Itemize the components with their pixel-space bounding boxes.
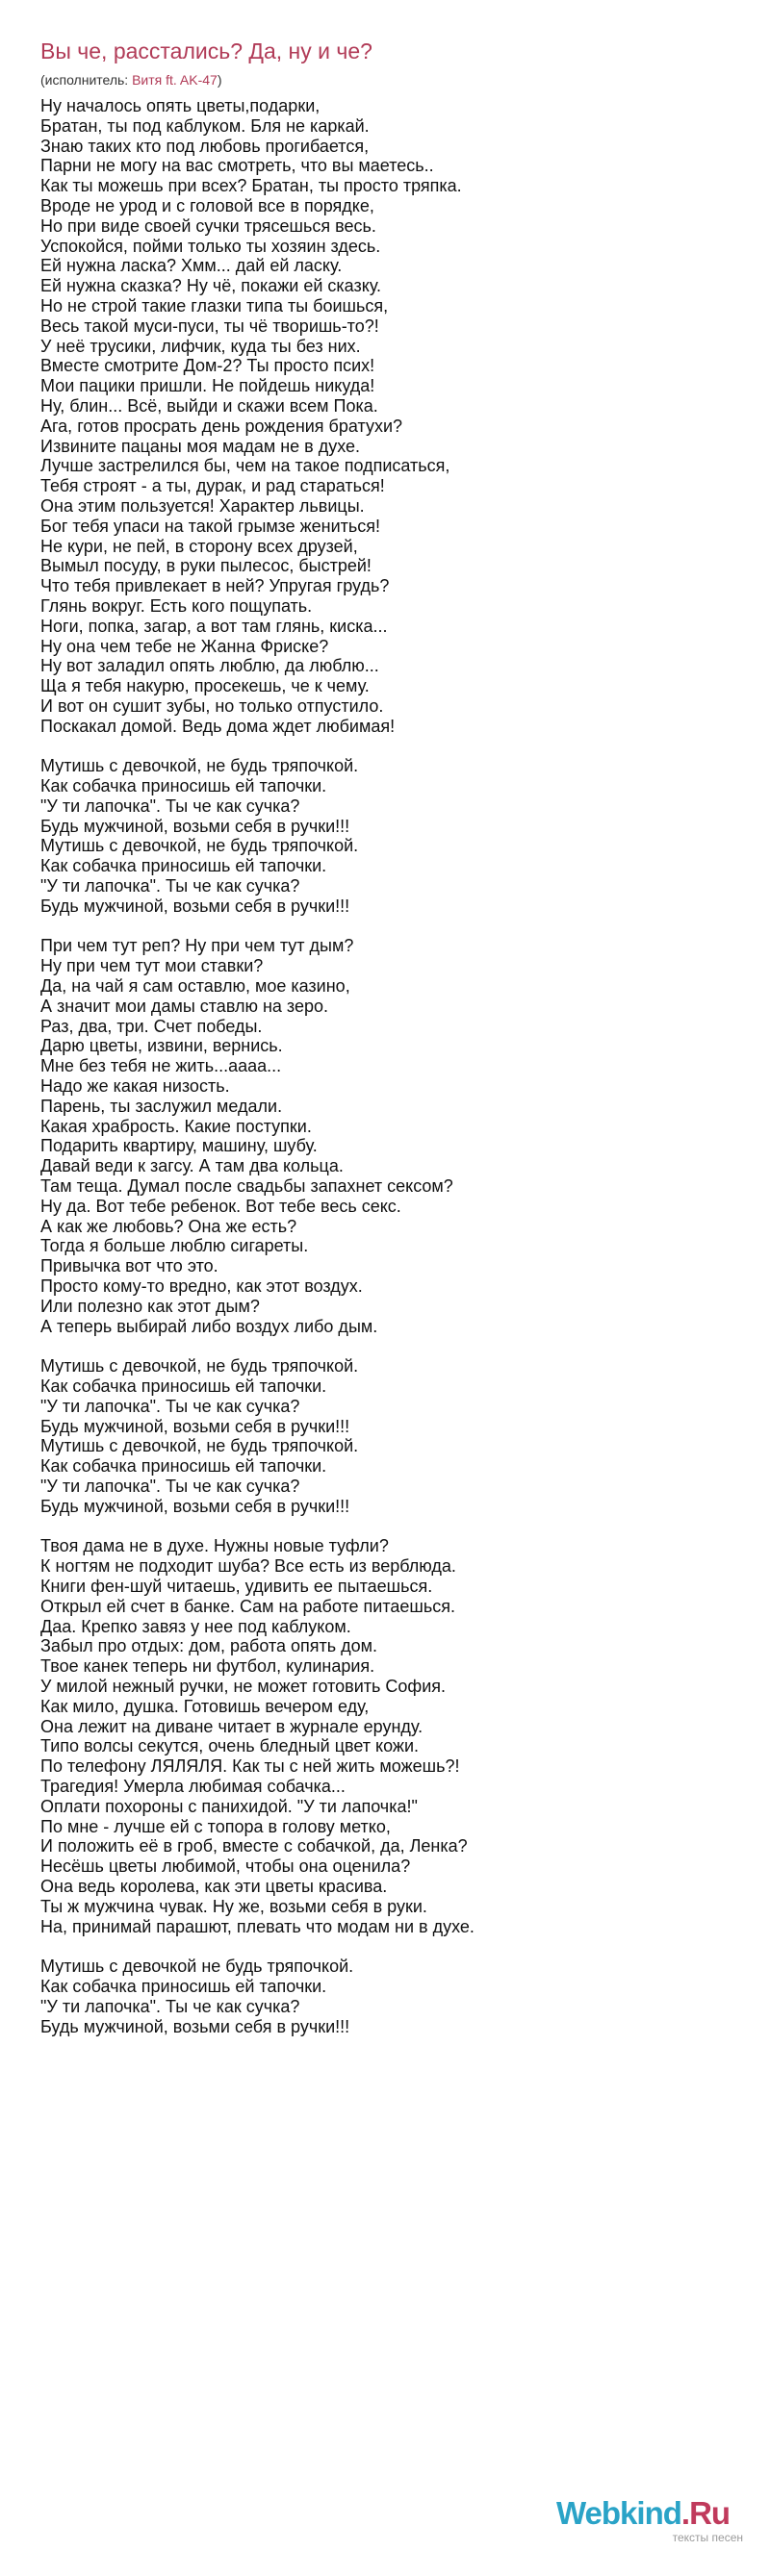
lyric-line: Трагедия! Умерла любимая собачка... [40, 1776, 346, 1796]
lyric-line: Ну при чем тут мои ставки? [40, 956, 264, 976]
lyric-line: Что тебя привлекает в ней? Упругая грудь? [40, 576, 390, 596]
lyric-line: Глянь вокруг. Есть кого пощупать. [40, 595, 313, 616]
lyric-line: Да, на чай я сам оставлю, мое казино, [40, 976, 350, 997]
lyric-line: Ты ж мужчина чувак. Ну же, возьми себя в руки. [40, 1896, 427, 1916]
lyric-line: Вроде не урод и с головой все в порядке, [40, 195, 374, 215]
lyric-line: Мои пацики пришли. Не пойдешь никуда! [40, 376, 375, 396]
lyric-line: Парни не могу на вас смотреть, что вы маетесь.. [40, 156, 434, 176]
lyric-line: Будь мужчиной, возьми себя в ручки!!! [40, 896, 350, 916]
logo-brand: Webkind [556, 2495, 681, 2531]
lyric-line: Мутишь с девочкой, не будь тряпочкой. [40, 836, 359, 856]
lyric-line: Привычка вот что это. [40, 1256, 218, 1276]
lyric-line: По телефону ЛЯЛЯЛЯ. Как ты с ней жить можешь?! [40, 1756, 460, 1777]
lyric-line: А теперь выбирай либо воздух либо дым. [40, 1316, 378, 1336]
lyric-line: "У ти лапочка". Ты че как сучка? [40, 1996, 300, 2016]
lyric-line: Как ты можешь при всех? Братан, ты просто тряпка. [40, 176, 462, 196]
lyric-line: Лучше застрелился бы, чем на такое подписаться, [40, 456, 450, 476]
lyric-line: Или полезно как этот дым? [40, 1296, 260, 1316]
lyric-line: Ну началось опять цветы,подарки, [40, 96, 321, 115]
artist-line [40, 71, 753, 88]
lyric-line: "У ти лапочка". Ты че как сучка? [40, 796, 300, 816]
lyric-line: Открыл ей счет в банке. Сам на работе питаешься. [40, 1596, 455, 1616]
lyric-line: И положить её в гроб, вместе с собачкой, да, Ленка? [40, 1836, 468, 1856]
lyric-line: И вот он сушит зубы, но только отпустило. [40, 695, 384, 716]
song-header [40, 37, 753, 88]
lyric-line: "У ти лапочка". Ты че как сучка? [40, 1476, 300, 1496]
lyric-line: Там теща. Думал после свадьбы запахнет сексом? [40, 1176, 453, 1197]
stanza-break [40, 737, 753, 757]
lyric-line: Как собачка приносишь ей тапочки. [40, 1376, 327, 1396]
lyric-line: К ногтям не подходит шуба? Все есть из верблюда. [40, 1556, 456, 1577]
lyric-line: Вымыл посуду, в руки пылесос, быстрей! [40, 556, 372, 576]
lyric-line: Мутишь с девочкой не будь тряпочкой. [40, 1957, 354, 1977]
lyric-line: Ща я тебя накурю, просекешь, че к чему. [40, 676, 370, 696]
lyric-line: Поскакал домой. Ведь дома ждет любимая! [40, 716, 396, 736]
lyric-line: Как собачка приносишь ей тапочки. [40, 1976, 327, 1996]
lyric-line: А как же любовь? Она же есть? [40, 1216, 297, 1236]
lyric-line: На, принимай парашют, плевать что модам ни в духе. [40, 1916, 475, 1936]
logo-domain: .Ru [680, 2495, 731, 2531]
site-logo[interactable] [556, 2497, 749, 2545]
lyric-line: У неё трусики, лифчик, куда ты без них. [40, 336, 361, 356]
lyric-line: Она ведь королева, как эти цветы красива. [40, 1876, 388, 1896]
lyric-line: Твоя дама не в духе. Нужны новые туфли? [40, 1536, 389, 1556]
artist-suffix: ) [217, 72, 222, 88]
lyric-line: Раз, два, три. Счет победы. [40, 1016, 263, 1036]
stanza-break [40, 1517, 753, 1537]
lyric-line: Забыл про отдых: дом, работа опять дом. [40, 1636, 378, 1656]
stanza-break [40, 1336, 753, 1356]
lyric-line: Типо волсы секутся, очень бледный цвет кожи. [40, 1736, 420, 1756]
stanza-break [40, 917, 753, 937]
lyric-line: Ну вот заладил опять люблю, да люблю... [40, 656, 379, 676]
lyrics-body [40, 96, 753, 2036]
lyric-line: Братан, ты под каблуком. Бля не каркай. [40, 115, 370, 136]
lyric-line: Но при виде своей сучки трясешься весь. [40, 215, 376, 236]
lyric-line: Как собачка приносишь ей тапочки. [40, 776, 327, 796]
song-title: Вы че, расстались? Да, ну и че? [40, 38, 372, 63]
lyric-line: Как собачка приносишь ей тапочки. [40, 856, 327, 876]
lyric-line: Не кури, не пей, в сторону всех друзей, [40, 536, 358, 556]
lyric-line: Мутишь с девочкой, не будь тряпочкой. [40, 1356, 359, 1376]
lyric-line: Дарю цветы, извини, вернись. [40, 1036, 283, 1056]
lyric-line: Ну она чем тебе не Жанна Фриске? [40, 636, 329, 656]
lyric-line: "У ти лапочка". Ты че как сучка? [40, 1396, 300, 1416]
lyric-line: Ей нужна сказка? Ну чё, покажи ей сказку. [40, 276, 382, 296]
lyric-line: А значит мои дамы ставлю на зеро. [40, 996, 329, 1016]
lyric-line: Даа. Крепко завяз у нее под каблуком. [40, 1616, 351, 1636]
lyric-line: Но не строй такие глазки типа ты боишься, [40, 295, 389, 316]
stanza-break [40, 1936, 753, 1957]
artist-link[interactable]: Витя ft. AK-47 [132, 72, 218, 88]
lyric-line: У милой нежный ручки, не может готовить София. [40, 1676, 447, 1696]
lyric-line: Бог тебя упаси на такой грымзе жениться! [40, 516, 381, 536]
lyric-line: Как собачка приносишь ей тапочки. [40, 1456, 327, 1477]
lyric-line: Знаю таких кто под любовь прогибается, [40, 136, 370, 156]
lyric-line: Будь мужчиной, возьми себя в ручки!!! [40, 816, 350, 836]
lyric-line: Будь мужчиной, возьми себя в ручки!!! [40, 1416, 350, 1436]
lyric-line: Вместе смотрите Дом-2? Ты просто псих! [40, 356, 375, 376]
logo-tagline: тексты песен [672, 2531, 743, 2544]
lyric-line: Будь мужчиной, возьми себя в ручки!!! [40, 2016, 350, 2036]
lyric-line: Мутишь с девочкой, не будь тряпочкой. [40, 756, 359, 776]
lyric-line: Тебя строят - а ты, дурак, и рад стараться! [40, 476, 385, 496]
lyric-line: Будь мужчиной, возьми себя в ручки!!! [40, 1496, 350, 1516]
lyric-line: Ей нужна ласка? Хмм... дай ей ласку. [40, 256, 343, 276]
lyric-line: Книги фен-шуй читаешь, удивить ее пытаешься. [40, 1576, 433, 1596]
lyric-line: Тогда я больше люблю сигареты. [40, 1236, 309, 1256]
lyric-line: Подарить квартиру, машину, шубу. [40, 1136, 318, 1156]
lyric-line: При чем тут реп? Ну при чем тут дым? [40, 936, 354, 956]
artist-prefix: (исполнитель: [40, 72, 133, 88]
lyric-line: Давай веди к загсу. А там два кольца. [40, 1156, 344, 1176]
lyric-line: Ну да. Вот тебе ребенок. Вот тебе весь секс. [40, 1196, 401, 1216]
lyric-line: Как мило, душка. Готовишь вечером еду, [40, 1696, 370, 1716]
lyric-line: Успокойся, пойми только ты хозяин здесь. [40, 236, 381, 256]
logo-wordmark [556, 2497, 749, 2530]
lyric-line: Весь такой муси-пуси, ты чё творишь-то?! [40, 316, 379, 336]
lyric-line: Просто кому-то вредно, как этот воздух. [40, 1276, 363, 1297]
lyric-line: Ага, готов просрать день рождения братухи? [40, 416, 403, 436]
lyric-line: Она этим пользуется! Характер львицы. [40, 495, 365, 516]
lyric-line: Оплати похороны с панихидой. "У ти лапочка!" [40, 1796, 418, 1816]
lyric-line: Она лежит на диване читает в журнале ерунду. [40, 1716, 424, 1736]
lyric-line: Мутишь с девочкой, не будь тряпочкой. [40, 1436, 359, 1456]
lyric-line: "У ти лапочка". Ты че как сучка? [40, 876, 300, 897]
lyric-line: Ну, блин... Всё, выйди и скажи всем Пока. [40, 395, 378, 416]
lyric-line: Извините пацаны моя мадам не в духе. [40, 436, 361, 456]
lyric-line: По мне - лучше ей с топора в голову метко, [40, 1816, 391, 1836]
lyric-line: Мне без тебя не жить...аааа... [40, 1056, 282, 1076]
lyric-line: Надо же какая низость. [40, 1076, 230, 1097]
lyric-line: Твое канек теперь ни футбол, кулинария. [40, 1656, 375, 1677]
lyric-line: Какая храбрость. Какие поступки. [40, 1116, 312, 1136]
lyric-line: Парень, ты заслужил медали. [40, 1096, 283, 1116]
lyric-line: Несёшь цветы любимой, чтобы она оценила? [40, 1856, 411, 1877]
lyric-line: Ноги, попка, загар, а вот там глянь, киска... [40, 616, 388, 636]
